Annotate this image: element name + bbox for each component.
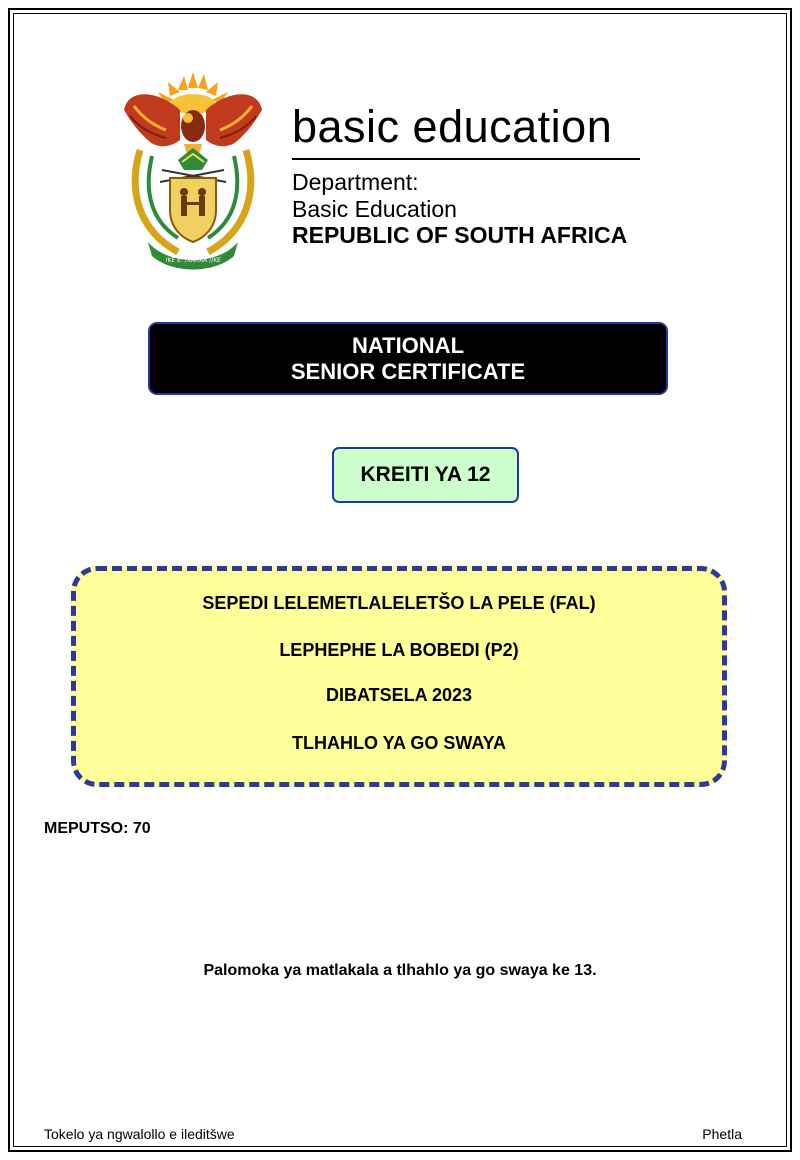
brand-name: basic education	[292, 101, 613, 152]
exam-date: DIBATSELA 2023	[325, 685, 473, 705]
document-type: TLHAHLO YA GO SWAYA	[291, 733, 507, 753]
brand-divider	[292, 158, 640, 160]
subject-panel	[71, 566, 727, 787]
grade-badge: KREITI YA 12	[332, 447, 519, 503]
motto-text: !KE E: /XARRA //KE	[165, 257, 221, 264]
department-label: Department:	[292, 169, 419, 195]
total-marks: MEPUTSO: 70	[44, 820, 151, 837]
turn-over-note: Phetla	[702, 1126, 742, 1142]
country-name: REPUBLIC OF SOUTH AFRICA	[292, 222, 628, 248]
certificate-banner	[148, 322, 668, 395]
subject-title: SEPEDI LELEMETLALELETŠO LA PELE (FAL)	[202, 593, 596, 613]
certificate-line-1: NATIONAL	[351, 332, 465, 358]
department-name: Basic Education	[292, 196, 457, 222]
shield-icon	[170, 178, 216, 242]
certificate-line-2: SENIOR CERTIFICATE	[290, 358, 526, 384]
paper-number: LEPHEPHE LA BOBEDI (P2)	[279, 640, 519, 660]
page-count-note: Palomoka ya matlakala a tlhahlo ya go swaya ke 13.	[203, 962, 597, 979]
protea-icon	[178, 148, 208, 170]
copyright-notice: Tokelo ya ngwalollo e ileditšwe	[44, 1126, 235, 1142]
coat-of-arms-logo	[118, 70, 268, 270]
